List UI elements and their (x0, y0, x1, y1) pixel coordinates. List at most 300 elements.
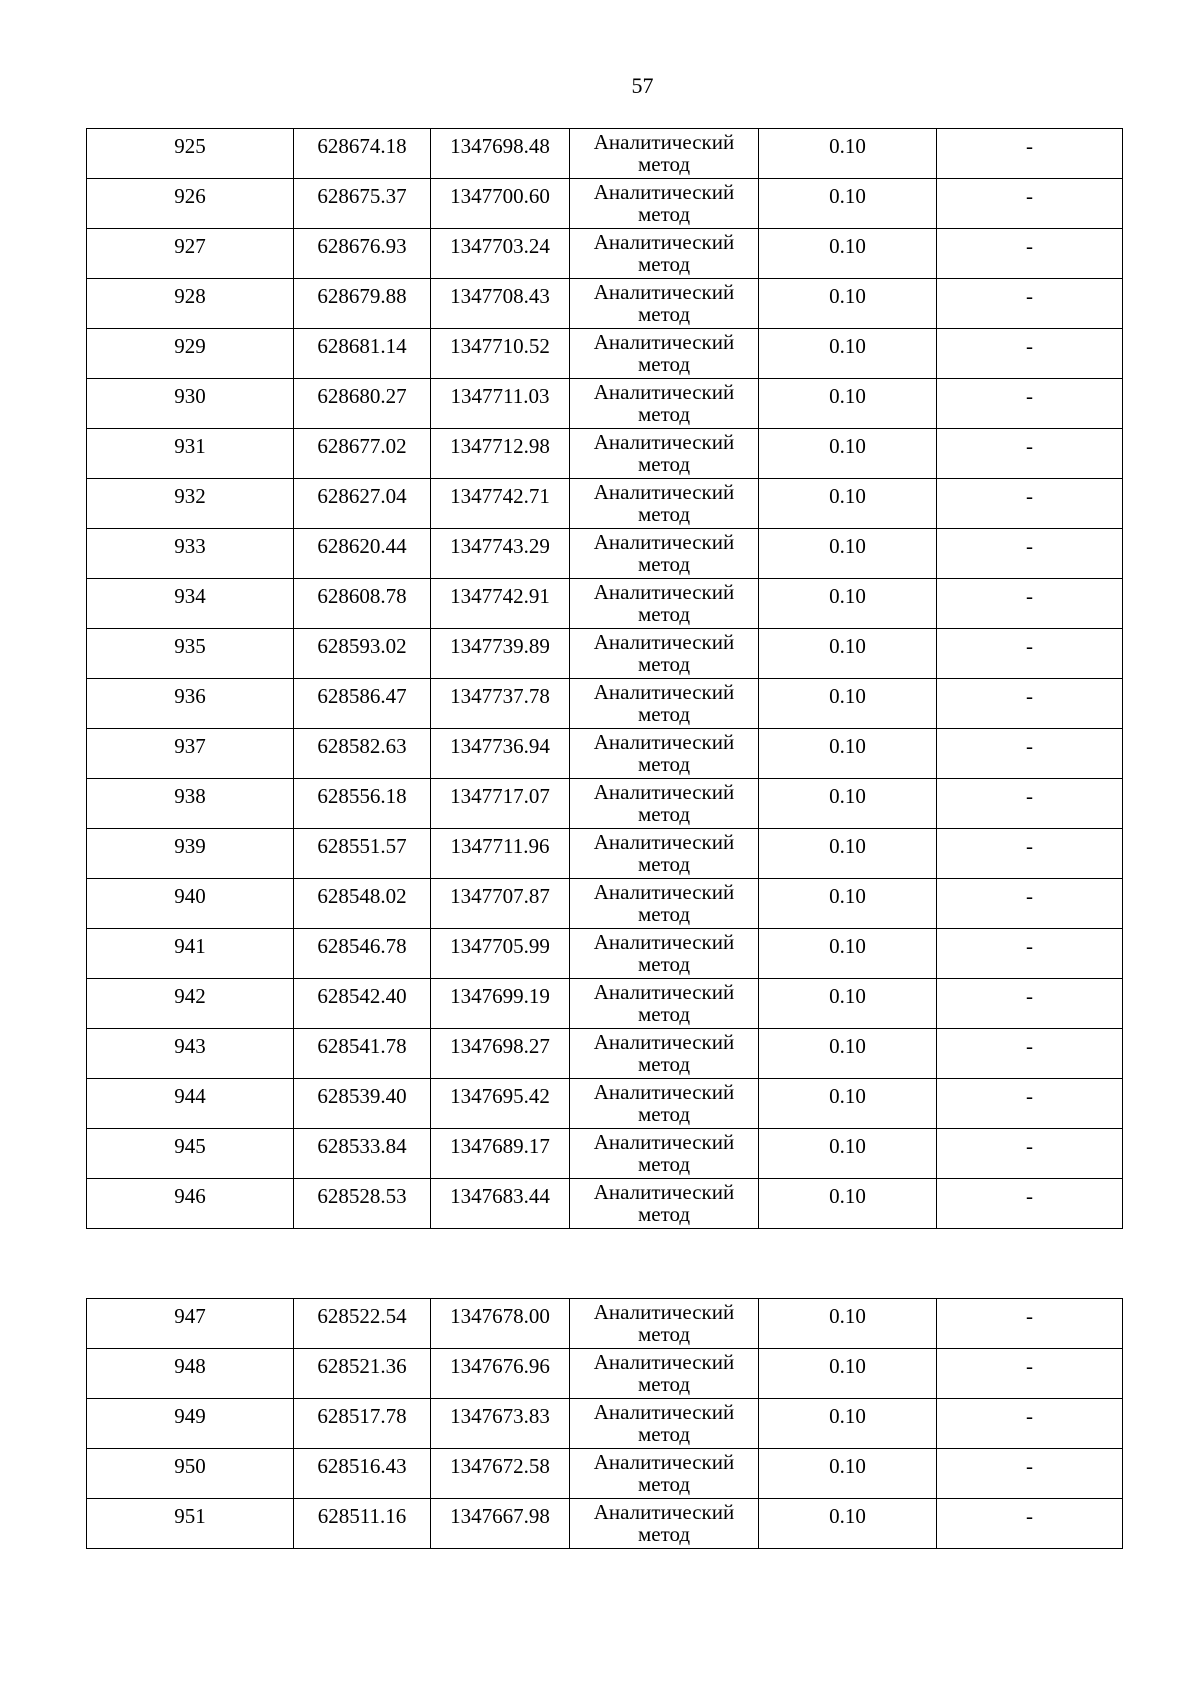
table-row (87, 329, 1123, 379)
note-value: - (1026, 584, 1033, 608)
y-coordinate-cell (431, 1399, 570, 1449)
method-value: Аналитический метод (593, 330, 735, 376)
x-coordinate-value: 628548.02 (317, 884, 407, 908)
y-coordinate-cell (431, 679, 570, 729)
x-coordinate-cell (294, 1449, 431, 1499)
error-cell (759, 229, 937, 279)
table-row (87, 1079, 1123, 1129)
error-value: 0.10 (829, 1134, 866, 1158)
error-value: 0.10 (829, 1354, 866, 1378)
x-coordinate-cell (294, 529, 431, 579)
method-cell (570, 979, 759, 1029)
y-coordinate-cell (431, 1299, 570, 1349)
point-number-cell (87, 429, 294, 479)
error-cell (759, 579, 937, 629)
method-value: Аналитический метод (593, 1030, 735, 1076)
note-value: - (1026, 934, 1033, 958)
method-value: Аналитический метод (593, 430, 735, 476)
error-value: 0.10 (829, 734, 866, 758)
point-number-cell (87, 1299, 294, 1349)
error-value: 0.10 (829, 984, 866, 1008)
method-cell (570, 929, 759, 979)
y-coordinate-value: 1347707.87 (450, 884, 550, 908)
y-coordinate-value: 1347743.29 (450, 534, 550, 558)
y-coordinate-cell (431, 629, 570, 679)
table-row (87, 1349, 1123, 1399)
method-cell (570, 729, 759, 779)
y-coordinate-value: 1347712.98 (450, 434, 550, 458)
y-coordinate-cell (431, 1079, 570, 1129)
point-number-cell (87, 1399, 294, 1449)
note-cell (937, 629, 1123, 679)
method-value: Аналитический метод (593, 1180, 735, 1226)
error-cell (759, 979, 937, 1029)
error-cell (759, 829, 937, 879)
point-number-value: 936 (174, 684, 206, 708)
y-coordinate-cell (431, 1349, 570, 1399)
note-value: - (1026, 534, 1033, 558)
note-value: - (1026, 1084, 1033, 1108)
point-number-value: 949 (174, 1404, 206, 1428)
note-cell (937, 229, 1123, 279)
note-cell (937, 179, 1123, 229)
method-cell (570, 129, 759, 179)
method-value: Аналитический метод (593, 1350, 735, 1396)
error-cell (759, 729, 937, 779)
table-row (87, 1129, 1123, 1179)
x-coordinate-value: 628675.37 (317, 184, 407, 208)
error-value: 0.10 (829, 1404, 866, 1428)
point-number-value: 942 (174, 984, 206, 1008)
note-cell (937, 1499, 1123, 1549)
y-coordinate-value: 1347739.89 (450, 634, 550, 658)
error-value: 0.10 (829, 834, 866, 858)
y-coordinate-cell (431, 879, 570, 929)
method-value: Аналитический метод (593, 580, 735, 626)
method-cell (570, 429, 759, 479)
error-cell (759, 479, 937, 529)
table-row (87, 1499, 1123, 1549)
method-value: Аналитический метод (593, 130, 735, 176)
error-value: 0.10 (829, 234, 866, 258)
x-coordinate-value: 628586.47 (317, 684, 407, 708)
note-value: - (1026, 184, 1033, 208)
x-coordinate-cell (294, 679, 431, 729)
error-cell (759, 679, 937, 729)
method-cell (570, 1299, 759, 1349)
method-value: Аналитический метод (593, 630, 735, 676)
method-value: Аналитический метод (593, 380, 735, 426)
y-coordinate-cell (431, 179, 570, 229)
note-value: - (1026, 684, 1033, 708)
error-cell (759, 329, 937, 379)
x-coordinate-value: 628680.27 (317, 384, 407, 408)
method-value: Аналитический метод (593, 480, 735, 526)
x-coordinate-cell (294, 729, 431, 779)
method-cell (570, 879, 759, 929)
y-coordinate-value: 1347698.27 (450, 1034, 550, 1058)
y-coordinate-value: 1347737.78 (450, 684, 550, 708)
y-coordinate-cell (431, 279, 570, 329)
note-cell (937, 1129, 1123, 1179)
error-value: 0.10 (829, 184, 866, 208)
method-cell (570, 779, 759, 829)
x-coordinate-value: 628556.18 (317, 784, 407, 808)
point-number-cell (87, 229, 294, 279)
table-row (87, 829, 1123, 879)
x-coordinate-value: 628676.93 (317, 234, 407, 258)
point-number-cell (87, 329, 294, 379)
y-coordinate-value: 1347683.44 (450, 1184, 550, 1208)
x-coordinate-value: 628546.78 (317, 934, 407, 958)
note-cell (937, 479, 1123, 529)
error-value: 0.10 (829, 1454, 866, 1478)
note-cell (937, 1079, 1123, 1129)
point-number-value: 935 (174, 634, 206, 658)
y-coordinate-cell (431, 479, 570, 529)
x-coordinate-cell (294, 579, 431, 629)
note-cell (937, 1029, 1123, 1079)
error-cell (759, 129, 937, 179)
point-number-cell (87, 1129, 294, 1179)
note-value: - (1026, 1404, 1033, 1428)
x-coordinate-value: 628677.02 (317, 434, 407, 458)
y-coordinate-cell (431, 1499, 570, 1549)
error-cell (759, 1299, 937, 1349)
error-cell (759, 429, 937, 479)
note-cell (937, 329, 1123, 379)
y-coordinate-cell (431, 579, 570, 629)
method-value: Аналитический метод (593, 880, 735, 926)
error-value: 0.10 (829, 334, 866, 358)
note-cell (937, 279, 1123, 329)
point-number-value: 929 (174, 334, 206, 358)
note-value: - (1026, 1304, 1033, 1328)
error-value: 0.10 (829, 784, 866, 808)
point-number-cell (87, 1349, 294, 1399)
point-number-value: 945 (174, 1134, 206, 1158)
point-number-value: 927 (174, 234, 206, 258)
x-coordinate-cell (294, 1399, 431, 1449)
y-coordinate-cell (431, 779, 570, 829)
point-number-cell (87, 179, 294, 229)
point-number-value: 937 (174, 734, 206, 758)
point-number-value: 928 (174, 284, 206, 308)
table-row (87, 929, 1123, 979)
method-cell (570, 329, 759, 379)
point-number-cell (87, 1449, 294, 1499)
error-value: 0.10 (829, 634, 866, 658)
x-coordinate-cell (294, 1029, 431, 1079)
method-cell (570, 1499, 759, 1549)
method-cell (570, 1399, 759, 1449)
table-row (87, 679, 1123, 729)
method-cell (570, 479, 759, 529)
x-coordinate-cell (294, 379, 431, 429)
method-value: Аналитический метод (593, 730, 735, 776)
note-cell (937, 429, 1123, 479)
error-value: 0.10 (829, 584, 866, 608)
point-number-cell (87, 779, 294, 829)
method-value: Аналитический метод (593, 180, 735, 226)
point-number-value: 930 (174, 384, 206, 408)
method-cell (570, 379, 759, 429)
method-cell (570, 279, 759, 329)
error-value: 0.10 (829, 934, 866, 958)
method-value: Аналитический метод (593, 1400, 735, 1446)
y-coordinate-cell (431, 379, 570, 429)
error-cell (759, 1179, 937, 1229)
table-row (87, 229, 1123, 279)
y-coordinate-value: 1347717.07 (450, 784, 550, 808)
coordinates-table-continued (86, 1298, 1123, 1549)
point-number-value: 946 (174, 1184, 206, 1208)
y-coordinate-value: 1347698.48 (450, 134, 550, 158)
y-coordinate-value: 1347699.19 (450, 984, 550, 1008)
y-coordinate-cell (431, 829, 570, 879)
method-value: Аналитический метод (593, 830, 735, 876)
table-row (87, 1449, 1123, 1499)
x-coordinate-cell (294, 979, 431, 1029)
point-number-cell (87, 129, 294, 179)
error-cell (759, 1399, 937, 1449)
note-cell (937, 1179, 1123, 1229)
x-coordinate-value: 628593.02 (317, 634, 407, 658)
error-value: 0.10 (829, 534, 866, 558)
point-number-cell (87, 1499, 294, 1549)
method-value: Аналитический метод (593, 1300, 735, 1346)
method-value: Аналитический метод (593, 1500, 735, 1546)
error-cell (759, 779, 937, 829)
error-value: 0.10 (829, 1304, 866, 1328)
y-coordinate-value: 1347667.98 (450, 1504, 550, 1528)
x-coordinate-value: 628582.63 (317, 734, 407, 758)
table-row (87, 1299, 1123, 1349)
point-number-cell (87, 629, 294, 679)
x-coordinate-cell (294, 429, 431, 479)
table-row (87, 579, 1123, 629)
y-coordinate-value: 1347673.83 (450, 1404, 550, 1428)
point-number-cell (87, 279, 294, 329)
x-coordinate-cell (294, 879, 431, 929)
x-coordinate-value: 628542.40 (317, 984, 407, 1008)
error-value: 0.10 (829, 1084, 866, 1108)
note-value: - (1026, 784, 1033, 808)
error-cell (759, 1079, 937, 1129)
point-number-cell (87, 379, 294, 429)
x-coordinate-cell (294, 279, 431, 329)
table-row (87, 979, 1123, 1029)
x-coordinate-cell (294, 1499, 431, 1549)
method-cell (570, 529, 759, 579)
point-number-value: 940 (174, 884, 206, 908)
note-cell (937, 529, 1123, 579)
point-number-value: 943 (174, 1034, 206, 1058)
y-coordinate-cell (431, 729, 570, 779)
y-coordinate-value: 1347711.96 (450, 834, 550, 858)
note-value: - (1026, 884, 1033, 908)
note-value: - (1026, 834, 1033, 858)
point-number-cell (87, 829, 294, 879)
point-number-cell (87, 1079, 294, 1129)
x-coordinate-value: 628528.53 (317, 1184, 407, 1208)
table-row (87, 529, 1123, 579)
y-coordinate-cell (431, 429, 570, 479)
method-value: Аналитический метод (593, 930, 735, 976)
point-number-value: 944 (174, 1084, 206, 1108)
x-coordinate-cell (294, 629, 431, 679)
x-coordinate-value: 628516.43 (317, 1454, 407, 1478)
note-cell (937, 1399, 1123, 1449)
error-cell (759, 529, 937, 579)
note-cell (937, 379, 1123, 429)
y-coordinate-value: 1347700.60 (450, 184, 550, 208)
note-cell (937, 829, 1123, 879)
error-cell (759, 379, 937, 429)
x-coordinate-value: 628679.88 (317, 284, 407, 308)
method-value: Аналитический метод (593, 280, 735, 326)
point-number-cell (87, 679, 294, 729)
note-cell (937, 1349, 1123, 1399)
method-cell (570, 629, 759, 679)
error-value: 0.10 (829, 384, 866, 408)
x-coordinate-cell (294, 329, 431, 379)
point-number-cell (87, 479, 294, 529)
x-coordinate-value: 628539.40 (317, 1084, 407, 1108)
y-coordinate-cell (431, 929, 570, 979)
method-value: Аналитический метод (593, 230, 735, 276)
y-coordinate-cell (431, 1449, 570, 1499)
point-number-cell (87, 529, 294, 579)
method-cell (570, 1349, 759, 1399)
note-value: - (1026, 284, 1033, 308)
error-cell (759, 1029, 937, 1079)
note-value: - (1026, 434, 1033, 458)
x-coordinate-value: 628551.57 (317, 834, 407, 858)
method-cell (570, 679, 759, 729)
table-row (87, 129, 1123, 179)
y-coordinate-value: 1347678.00 (450, 1304, 550, 1328)
x-coordinate-cell (294, 129, 431, 179)
point-number-value: 926 (174, 184, 206, 208)
note-value: - (1026, 1184, 1033, 1208)
method-cell (570, 829, 759, 879)
error-cell (759, 1349, 937, 1399)
x-coordinate-cell (294, 929, 431, 979)
note-value: - (1026, 234, 1033, 258)
method-cell (570, 1029, 759, 1079)
x-coordinate-value: 628521.36 (317, 1354, 407, 1378)
x-coordinate-cell (294, 479, 431, 529)
note-value: - (1026, 384, 1033, 408)
table-row (87, 179, 1123, 229)
error-cell (759, 929, 937, 979)
point-number-value: 932 (174, 484, 206, 508)
y-coordinate-value: 1347695.42 (450, 1084, 550, 1108)
note-value: - (1026, 334, 1033, 358)
point-number-value: 941 (174, 934, 206, 958)
y-coordinate-value: 1347742.71 (450, 484, 550, 508)
point-number-value: 951 (174, 1504, 206, 1528)
note-cell (937, 779, 1123, 829)
error-cell (759, 1449, 937, 1499)
method-value: Аналитический метод (593, 1450, 735, 1496)
method-value: Аналитический метод (593, 680, 735, 726)
y-coordinate-cell (431, 979, 570, 1029)
x-coordinate-cell (294, 179, 431, 229)
point-number-cell (87, 979, 294, 1029)
method-cell (570, 1129, 759, 1179)
x-coordinate-value: 628674.18 (317, 134, 407, 158)
point-number-value: 931 (174, 434, 206, 458)
note-value: - (1026, 484, 1033, 508)
y-coordinate-value: 1347705.99 (450, 934, 550, 958)
table-row (87, 1179, 1123, 1229)
table-row (87, 879, 1123, 929)
error-cell (759, 879, 937, 929)
x-coordinate-cell (294, 229, 431, 279)
error-cell (759, 1129, 937, 1179)
method-value: Аналитический метод (593, 530, 735, 576)
point-number-cell (87, 929, 294, 979)
point-number-value: 950 (174, 1454, 206, 1478)
note-cell (937, 879, 1123, 929)
method-cell (570, 579, 759, 629)
x-coordinate-value: 628541.78 (317, 1034, 407, 1058)
table-row (87, 629, 1123, 679)
x-coordinate-cell (294, 1299, 431, 1349)
x-coordinate-cell (294, 1079, 431, 1129)
y-coordinate-value: 1347710.52 (450, 334, 550, 358)
x-coordinate-value: 628627.04 (317, 484, 407, 508)
note-cell (937, 929, 1123, 979)
table-row (87, 479, 1123, 529)
table-row (87, 729, 1123, 779)
point-number-value: 939 (174, 834, 206, 858)
error-value: 0.10 (829, 434, 866, 458)
y-coordinate-cell (431, 1029, 570, 1079)
table-row (87, 1399, 1123, 1449)
point-number-value: 938 (174, 784, 206, 808)
note-cell (937, 1299, 1123, 1349)
point-number-value: 934 (174, 584, 206, 608)
table-row (87, 779, 1123, 829)
x-coordinate-cell (294, 1349, 431, 1399)
y-coordinate-value: 1347742.91 (450, 584, 550, 608)
coordinates-table (86, 128, 1123, 1229)
error-cell (759, 1499, 937, 1549)
note-value: - (1026, 734, 1033, 758)
table-row (87, 429, 1123, 479)
method-value: Аналитический метод (593, 980, 735, 1026)
y-coordinate-cell (431, 1179, 570, 1229)
error-value: 0.10 (829, 1504, 866, 1528)
note-value: - (1026, 1354, 1033, 1378)
method-cell (570, 1449, 759, 1499)
error-value: 0.10 (829, 1034, 866, 1058)
point-number-value: 925 (174, 134, 206, 158)
y-coordinate-value: 1347672.58 (450, 1454, 550, 1478)
point-number-value: 933 (174, 534, 206, 558)
x-coordinate-value: 628511.16 (317, 1504, 407, 1528)
error-value: 0.10 (829, 1184, 866, 1208)
error-cell (759, 279, 937, 329)
y-coordinate-cell (431, 229, 570, 279)
y-coordinate-cell (431, 529, 570, 579)
x-coordinate-value: 628681.14 (317, 334, 407, 358)
y-coordinate-value: 1347736.94 (450, 734, 550, 758)
note-value: - (1026, 1034, 1033, 1058)
